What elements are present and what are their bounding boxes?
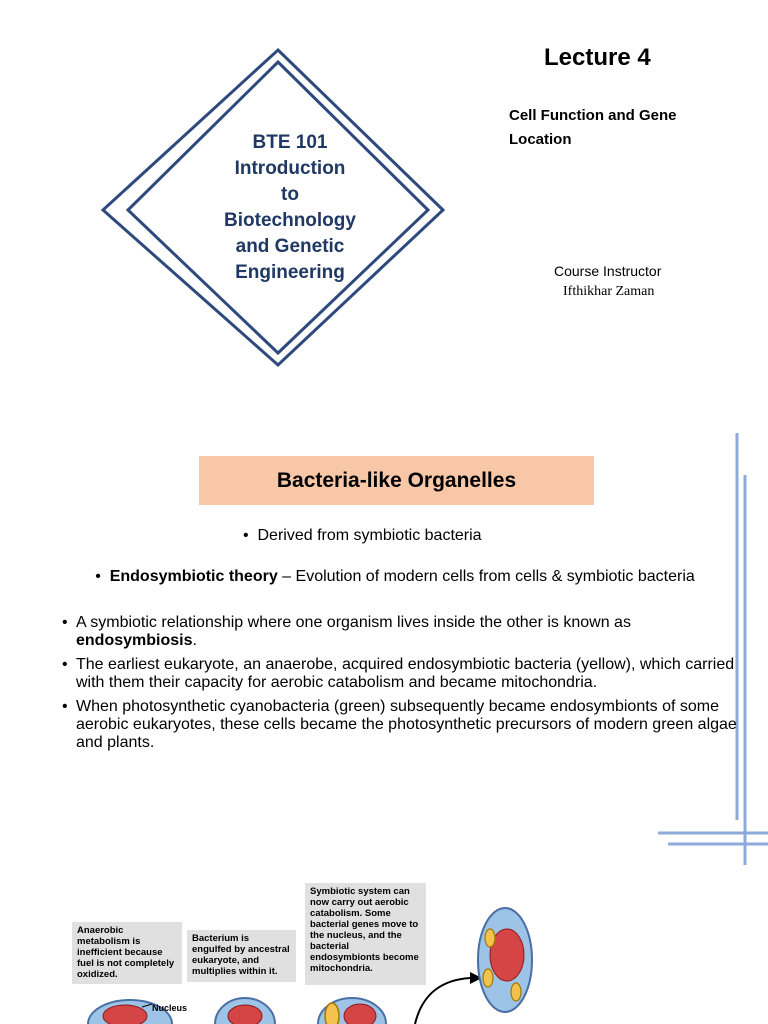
bullet-list <box>60 614 740 758</box>
bullet-text: A symbiotic relationship where one organism lives inside the other is known as <box>76 614 631 631</box>
lecture-subtitle: Cell Function and Gene Location <box>509 107 677 148</box>
instructor-role: Course Instructor <box>554 263 662 279</box>
slide-heading-box <box>199 456 594 505</box>
course-title-line: and Genetic <box>235 236 345 257</box>
course-title-line: Introduction <box>234 158 346 179</box>
note-symbiotic-system: Symbiotic system can now carry out aerobic catabolism. Some bacterial genes move to the nucleus, and the bacterial endosymbionts become mitochondria. <box>305 883 426 985</box>
bullet-endosymbiosis <box>60 614 740 650</box>
course-title-line: to <box>281 184 299 205</box>
course-title <box>190 130 390 286</box>
course-title-line: BTE 101 <box>252 132 328 153</box>
bullet-earliest-eukaryote: • The earliest eukaryote, an anaerobe, acquired endosymbiotic bacteria (yellow), which carried with them their capacity for aerobic catabolism and became mitochondria. <box>60 656 740 692</box>
mitochondrion-shape <box>511 983 521 1001</box>
bullet-text: Derived from symbiotic bacteria <box>257 527 482 544</box>
note-engulfed: Bacterium is engulfed by ancestral eukaryote, and multiplies within it. <box>187 930 296 982</box>
bullet-endosymbiotic-theory: • Endosymbiotic theory – Evolution of modern cells from cells & symbiotic bacteria <box>95 568 695 585</box>
nucleus-label: Nucleus <box>152 1003 188 1013</box>
course-title-line: Engineering <box>235 262 345 283</box>
note-anaerobic: Anaerobic metabolism is inefficient because fuel is not completely oxidized. <box>72 922 182 984</box>
slide-heading: Bacteria-like Organelles <box>276 469 517 492</box>
nucleus-shape <box>228 1005 262 1024</box>
instructor-name: Ifthikhar Zaman <box>563 284 655 299</box>
mitochondrion-shape <box>485 929 495 947</box>
bullet-bold-term: Endosymbiotic theory <box>109 568 278 585</box>
nucleus-shape <box>344 1004 376 1024</box>
bullet-text: – Evolution of modern cells from cells & symbiotic bacteria <box>277 568 695 585</box>
bullet-text: . <box>192 632 197 649</box>
mitochondrion-shape <box>325 1003 339 1024</box>
bullet-photosynthetic: • When photosynthetic cyanobacteria (green) subsequently became endosymbionts of some aerobic eukaryotes, these cells became the photosynthetic precursors of modern green algae and plants. <box>60 698 740 752</box>
mitochondrion-shape <box>483 969 493 987</box>
course-title-line: Biotechnology <box>224 210 356 231</box>
bullet-bold-term: endosymbiosis <box>76 632 193 649</box>
lecture-number: Lecture 4 <box>544 44 651 71</box>
nucleus-shape <box>103 1005 147 1024</box>
bullet-derived: • Derived from symbiotic bacteria <box>243 527 482 544</box>
